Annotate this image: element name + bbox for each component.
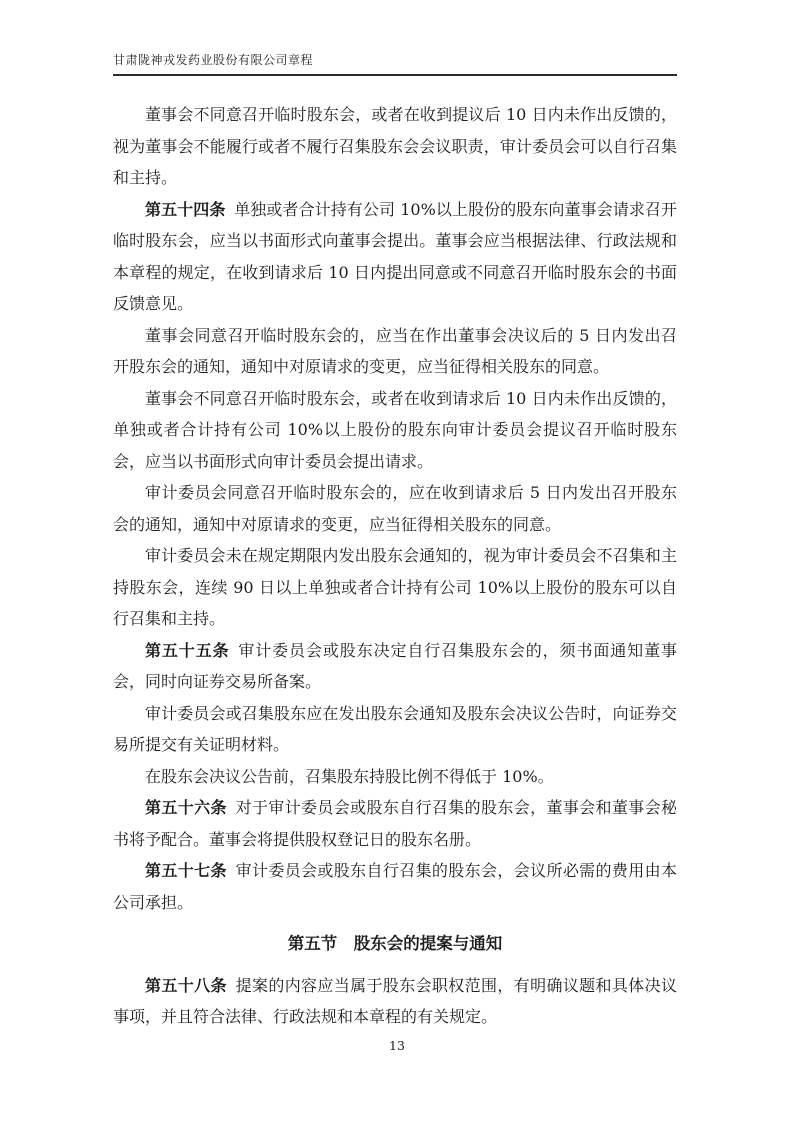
document-header-title: 甘肃陇神戎发药业股份有限公司章程 — [113, 53, 314, 67]
article-text: 提案的内容应当属于股东会职权范围，有明确议题和具体决议事项，并且符合法律、行政法规和本章程的有关规定。 — [113, 975, 677, 1026]
paragraph: 审计委员会未在规定期限内发出股东会通知的，视为审计委员会不召集和主持股东会，连续 90 日以上单独或者合计持有公司 10%以上股份的股东可以自行召集和主持。 — [113, 546, 677, 628]
article-number: 第五十四条 — [145, 199, 226, 219]
article-text: 审计委员会或股东自行召集的股东会，会议所必需的费用由本公司承担。 — [113, 861, 677, 912]
article-text: 单独或者合计持有公司 10%以上股份的股东向董事会请求召开临时股东会，应当以书面形式向董事会提出。董事会应当根据法律、行政法规和本章程的规定，在收到请求后 10 日内提出同意或不同意召开临时股东会的书面反馈意见。 — [113, 199, 677, 313]
article-paragraph — [113, 792, 677, 855]
article-number: 第五十五条 — [145, 640, 230, 660]
article-number: 第五十六条 — [145, 798, 227, 817]
paragraph: 审计委员会同意召开临时股东会的，应在收到请求后 5 日内发出召开股东会的通知，通知中对原请求的变更，应当征得相关股东的同意。 — [113, 483, 677, 534]
section-heading: 第五节 股东会的提案与通知 — [287, 934, 503, 953]
paragraph: 董事会不同意召开临时股东会，或者在收到请求后 10 日内未作出反馈的，单独或者合计持有公司 10%以上股份的股东向审计委员会提议召开临时股东会，应当以书面形式向审计委员会提出请求。 — [113, 388, 677, 471]
paragraph: 在股东会决议公告前，召集股东持股比例不得低于 10%。 — [145, 766, 554, 786]
article-number: 第五十八条 — [145, 975, 227, 995]
article-number: 第五十七条 — [145, 861, 227, 880]
paragraph: 审计委员会或召集股东应在发出股东会通知及股东会决议公告时，向证券交易所提交有关证明材料。 — [113, 703, 677, 754]
article-paragraph — [113, 194, 677, 320]
article-paragraph — [113, 970, 677, 1033]
paragraph: 董事会不同意召开临时股东会，或者在收到提议后 10 日内未作出反馈的，视为董事会不能履行或者不履行召集股东会会议职责，审计委员会可以自行召集和主持。 — [113, 105, 677, 187]
article-paragraph — [113, 635, 677, 698]
article-text: 对于审计委员会或股东自行召集的股东会，董事会和董事会秘书将予配合。董事会将提供股权登记日的股东名册。 — [113, 798, 677, 849]
article-paragraph — [113, 855, 677, 918]
document-body — [113, 99, 677, 1033]
article-text: 审计委员会或股东决定自行召集股东会的，须书面通知董事会，同时向证券交易所备案。 — [113, 640, 677, 691]
paragraph: 董事会同意召开临时股东会的，应当在作出董事会决议后的 5 日内发出召开股东会的通知，通知中对原请求的变更，应当征得相关股东的同意。 — [113, 325, 677, 376]
page-footer — [0, 1038, 794, 1053]
document-header — [113, 52, 677, 76]
page-number: 13 — [389, 1038, 405, 1053]
